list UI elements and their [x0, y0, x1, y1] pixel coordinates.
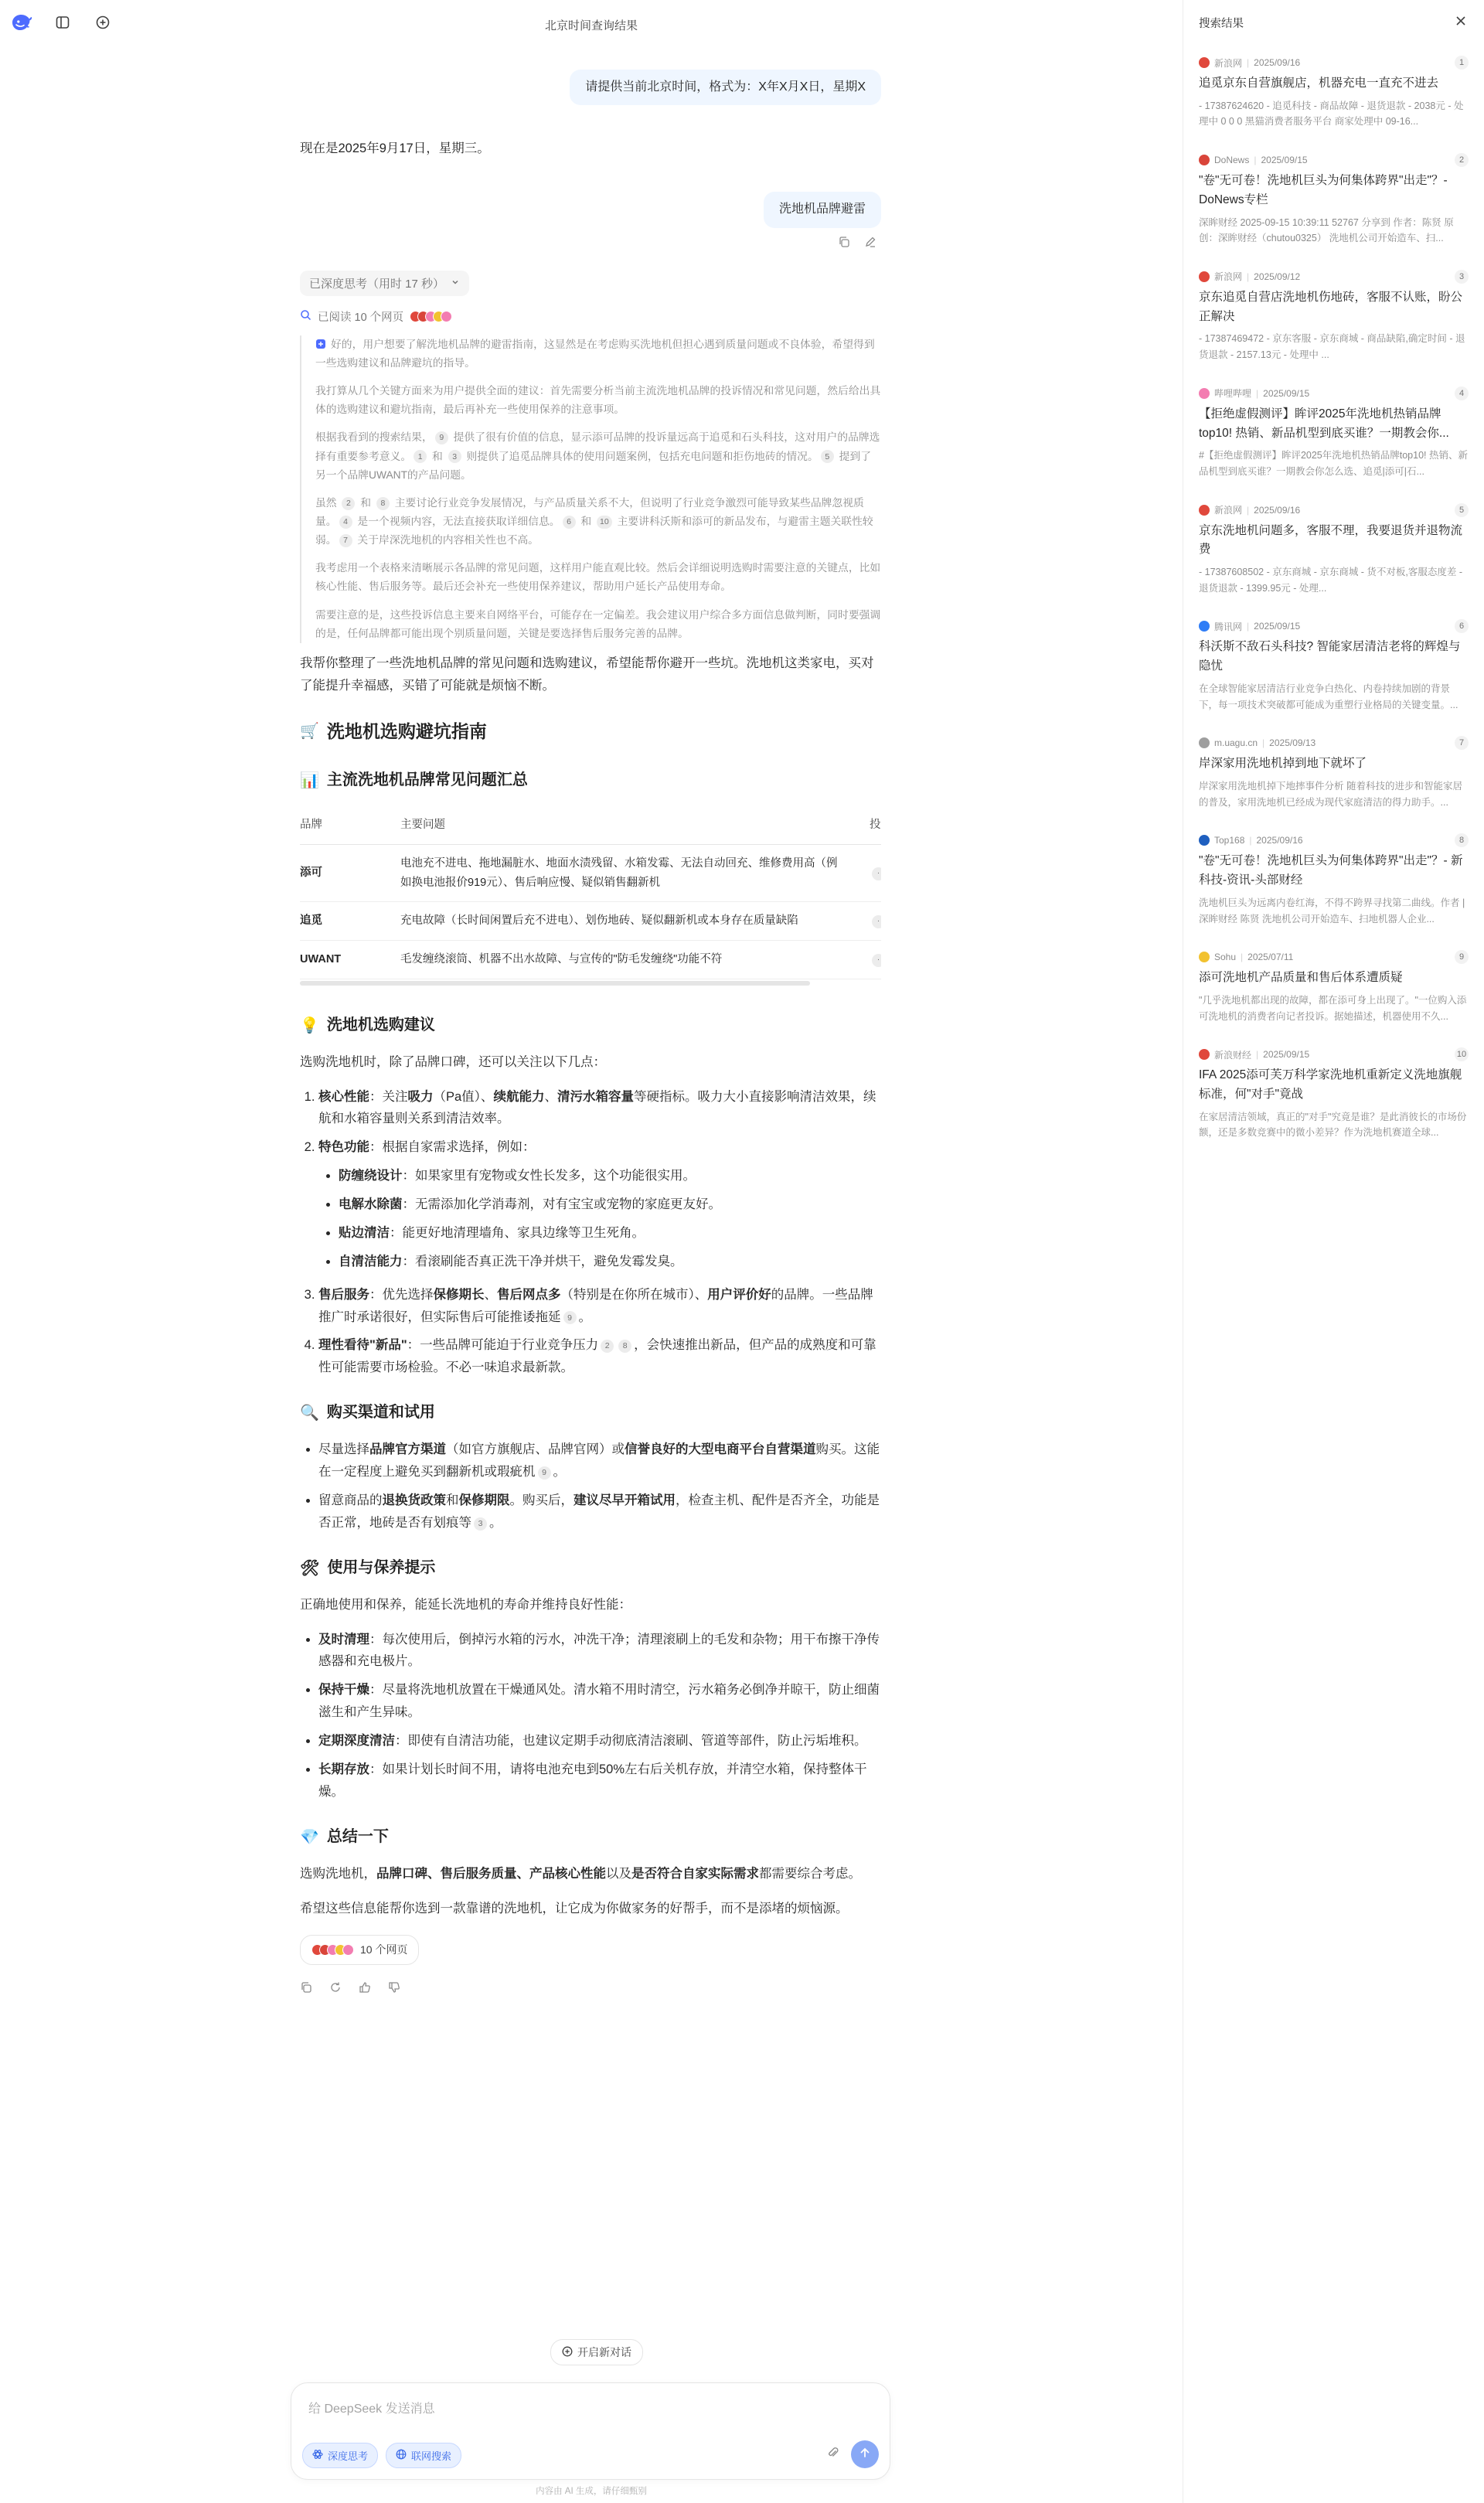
- list-item: • 电解水除菌：无需添加化学消毒剂，对有宝宝或宠物的家庭更友好。: [339, 1194, 881, 1216]
- favicon-icon: [1199, 155, 1210, 165]
- thinking-text: 主要讲科沃斯和添可的新品发布，与避雷主题关联性较弱。: [315, 515, 873, 547]
- search-result-item[interactable]: [1199, 492, 1469, 609]
- table-cell-problems: 充电故障（长时间闲置后充不进电）、划伤地砖、疑似翻新机或本身存在质量缺陷: [400, 902, 870, 941]
- table-scrollbar[interactable]: [300, 981, 810, 986]
- thinking-text: 虽然: [315, 496, 340, 509]
- result-snippet: 在全球智能家居清洁行业竞争白热化、内卷持续加剧的背景下，每一项技术突破都可能成为重塑行业格局的关键变量。...: [1199, 683, 1458, 710]
- thinking-text: 我考虑用一个表格来清晰展示各品牌的常见问题，这样用户能直观比较。然后会详细说明选购时需要注意的关键点，比如核心性能、售后服务等。最后还会补充一些使用保养建议，帮助用户延长产品使用寿命。: [315, 562, 881, 593]
- thinking-text: 和: [357, 496, 374, 509]
- advice-intro: 选购洗地机时，除了品牌口碑，还可以关注以下几点：: [300, 1054, 606, 1069]
- send-button[interactable]: [851, 2440, 879, 2468]
- favicon-icon: [441, 311, 452, 322]
- search-icon: [300, 309, 311, 324]
- citation-badge[interactable]: 2: [342, 497, 355, 510]
- result-title[interactable]: 添可洗地机产品质量和售后体系遭质疑: [1199, 971, 1403, 985]
- result-date: 2025/09/15: [1254, 621, 1301, 632]
- globe-icon: [396, 2449, 407, 2462]
- result-snippet: - 17387469472 - 京东客服 - 京东商城 - 商品缺陷,确定时间 - 退货退款 - 2157.13元 - 处理中 ...: [1199, 333, 1465, 361]
- panel-header: [1183, 0, 1484, 45]
- new-chat-label: 开启新对话: [577, 2346, 631, 2358]
- table-header: 品牌: [300, 806, 400, 845]
- citation-badge[interactable]: 4: [339, 516, 352, 529]
- result-snippet: 洗地机巨头为远离内卷红海，不得不跨界寻找第二曲线。作者 | 深眸财经 陈贤 洗地机公司开始造车、扫地机器人企业...: [1199, 897, 1465, 925]
- result-date: 2025/07/11: [1247, 952, 1294, 963]
- read-webpages-row[interactable]: [300, 308, 881, 325]
- list-item: • 长期存放：如果计划长时间不用，请将电池充电到50%左右后关机存放，并清空水箱，保持整体干燥。: [318, 1759, 881, 1803]
- panel-title: 搜索结果: [1199, 17, 1244, 30]
- thinking-text: 是一个视频内容，无法直接获取详细信息。: [354, 515, 560, 527]
- result-meta: [1199, 619, 1469, 633]
- source-favicons: [311, 1944, 354, 1956]
- answer-intro: 我帮你整理了一些洗地机品牌的常见问题和选购建议，希望能帮你避开一些坑。洗地机这类家电，买对了能提升幸福感，买错了可能就是烦恼不断。: [300, 656, 874, 693]
- result-date: 2025/09/15: [1261, 155, 1308, 166]
- citation-badge[interactable]: 6: [563, 516, 576, 529]
- meta-separator: |: [1256, 1049, 1259, 1061]
- answer-actions: [300, 1979, 881, 2001]
- table-row: [300, 902, 881, 941]
- result-meta: [1199, 1047, 1469, 1061]
- result-title[interactable]: 【拒绝虚假测评】眸评2025年洗地机热销品牌top10! 热销、新品机型到底买谁？一期教会你...: [1199, 407, 1449, 440]
- list-item: • 尽量选择品牌官方渠道（如官方旗舰店、品牌官网）或信誉良好的大型电商平台自营渠道购买。这能在一定程度上避免买到翻新机或瑕疵机 9 。: [318, 1439, 881, 1483]
- result-source: 新浪财经: [1214, 1049, 1252, 1061]
- result-date: 2025/09/16: [1254, 57, 1301, 68]
- result-index: 9: [1455, 950, 1469, 964]
- thinking-toggle[interactable]: [300, 271, 469, 296]
- result-source: 腾讯网: [1214, 621, 1243, 632]
- favicon-icon: [1199, 388, 1210, 399]
- copy-icon[interactable]: [838, 236, 850, 252]
- citation-badge[interactable]: 7: [339, 534, 352, 547]
- search-result-item[interactable]: [1199, 376, 1469, 492]
- user-message: [300, 70, 881, 105]
- result-snippet: 深眸财经 2025-09-15 10:39:11 52767 分享到 作者：陈贤 原创：深眸财经（chutou0325） 洗地机公司开始造车、扫...: [1199, 216, 1454, 244]
- citation-badge[interactable]: 9: [563, 1311, 577, 1324]
- citation-badge[interactable]: 1: [414, 450, 427, 463]
- result-index: 5: [1455, 503, 1469, 517]
- heading-guide: 🛒 洗地机选购避坑指南: [300, 716, 881, 747]
- meta-separator: |: [1247, 57, 1250, 68]
- result-source: 新浪网: [1214, 271, 1243, 283]
- table-row: [300, 845, 881, 902]
- result-date: 2025/09/16: [1254, 504, 1301, 516]
- result-title[interactable]: "卷"无可卷！洗地机巨头为何集体跨界"出走"？- 新科技-资讯-头部财经: [1199, 854, 1463, 887]
- disclaimer: 内容由 AI 生成，请仔细甄别: [536, 2487, 647, 2496]
- thinking-text: 和: [577, 515, 595, 527]
- favicon-icon: [1199, 952, 1210, 962]
- web-search-label: 联网搜索: [411, 2450, 452, 2462]
- close-icon[interactable]: [1455, 15, 1467, 31]
- thinking-paragraph: [315, 494, 881, 550]
- citation-badge[interactable]: 5: [821, 450, 834, 463]
- result-title[interactable]: 科沃斯不敌石头科技? 智能家居清洁老将的辉煌与隐忧: [1199, 640, 1461, 673]
- chart-icon: 📊: [300, 770, 319, 789]
- result-snippet: - 17387624620 - 追觅科技 - 商品故障 - 退货退款 - 2038元 - 处理中 0 0 0 黑猫消费者服务平台 商家处理中 09-16...: [1199, 100, 1464, 128]
- favicon-icon: [1199, 505, 1210, 516]
- thinking-content: [300, 335, 881, 643]
- heading-table: 📊 主流洗地机品牌常见问题汇总: [300, 767, 881, 794]
- favicon-icon: [1199, 835, 1210, 846]
- arrow-up-icon: [859, 2447, 871, 2463]
- search-result-item[interactable]: [1199, 822, 1469, 939]
- thinking-text: 需要注意的是，这些投诉信息主要来自网络平台，可能存在一定偏差。我会建议用户综合多方面信息做判断，同时要强调的是，任何品牌都可能出现个别质量问题，关键是要选择售后服务完善的品牌。: [315, 608, 881, 639]
- citation-badge[interactable]: ·: [872, 867, 881, 880]
- search-result-item[interactable]: [1199, 45, 1469, 142]
- user-message-text: 请提供当前北京时间，格式为：X年X月X日，星期X: [570, 70, 881, 105]
- result-source: 新浪网: [1214, 57, 1243, 69]
- thinking-text: 则提供了追觅品牌具体的使用问题案例，包括充电问题和拒伤地砖的情况。: [463, 450, 819, 462]
- result-source: 新浪网: [1214, 505, 1243, 516]
- result-source: Top168: [1214, 835, 1245, 846]
- list-item: 1. 核心性能：关注吸力（Pa值）、续航能力、清污水箱容量等硬指标。吸力大小直接影响清洁效果，续航和水箱容量则关系到清洁效率。: [318, 1086, 881, 1131]
- plus-circle-icon: [562, 2346, 573, 2359]
- result-index: 7: [1455, 736, 1469, 750]
- list-item: • 定期深度清洁：即使有自清洁功能，也建议定期手动彻底清洁滚刷、管道等部件，防止污垢堆积。: [318, 1730, 881, 1752]
- thinking-text: 主要讨论行业竞争发展情况，与产品质量关系不大，但说明了行业竞争激烈可能导致某些品牌忽视质量。: [315, 496, 864, 527]
- thinking-text: 根据我看到的搜索结果，: [315, 431, 433, 444]
- list-item: • 自清洁能力：看滚刷能否真正洗干净并烘干，避免发霉发臭。: [339, 1251, 881, 1273]
- thinking-text: 我打算从几个关键方面来为用户提供全面的建议：首先需要分析当前主流洗地机品牌的投诉情况和常见问题，然后给出具体的选购建议和避坑指南，最后再补充一些使用保养的注意事项。: [315, 385, 881, 416]
- search-result-item[interactable]: [1199, 259, 1469, 376]
- result-index: 2: [1455, 153, 1469, 167]
- citation-badge[interactable]: 8: [618, 1340, 631, 1353]
- result-meta: [1199, 153, 1469, 167]
- summary-text: 选购洗地机，品牌口碑、售后服务质量、产品核心性能以及是否符合自家实际需求都需要综合考虑。: [300, 1866, 861, 1881]
- list-item: • 贴边清洁：能更好地清理墙角、家具边缘等卫生死角。: [339, 1222, 881, 1245]
- citation-badge[interactable]: 3: [474, 1517, 487, 1531]
- table-header: 投: [870, 806, 881, 845]
- favicon-icon: [342, 1944, 354, 1956]
- favicon-icon: [1199, 57, 1210, 68]
- result-index: 10: [1455, 1047, 1469, 1061]
- read-count: 已阅读 10 个网页: [318, 311, 404, 324]
- result-title[interactable]: 京东追觅自营店洗地机伤地砖，客服不认账，盼公正解决: [1199, 290, 1463, 323]
- references-button[interactable]: [300, 1935, 419, 1965]
- meta-separator: |: [1247, 621, 1250, 632]
- list-item: 2. 特色功能：根据自家需求选择，例如： • 防缠绕设计：如果家里有宠物或女性长发多，这个功能很实用。 • 电解水除菌：无需添加化学消毒剂，对有宝宝或宠物的家庭更友好。 • 贴边清洁：能更好地清理墙角、家具边缘等卫生死角。 • 自清洁能力：看滚刷能否真正洗干净并烘干，避免发霉发臭。: [318, 1136, 881, 1272]
- deep-think-label: 深度思考: [328, 2450, 369, 2462]
- thinking-paragraph: [315, 428, 881, 484]
- regenerate-icon[interactable]: [329, 1979, 342, 2001]
- new-chat-button[interactable]: [550, 2339, 643, 2365]
- message-input[interactable]: 给 DeepSeek 发送消息: [308, 2403, 435, 2416]
- search-result-item[interactable]: [1199, 608, 1469, 725]
- result-meta: [1199, 833, 1469, 847]
- care-list: [300, 1629, 881, 1803]
- meta-separator: |: [1249, 835, 1252, 846]
- favicon-icon: [1199, 621, 1210, 632]
- result-index: 3: [1455, 270, 1469, 284]
- list-item: 3. 售后服务：优先选择保修期长、售后网点多（特别是在你所在城市）、用户评价好的品牌。一些品牌推广时承诺很好，但实际售后可能推诿拖延 9 。: [318, 1284, 881, 1329]
- table-cell-brand: UWANT: [300, 941, 400, 979]
- channel-list: [300, 1439, 881, 1534]
- feature-sublist: [318, 1165, 881, 1273]
- list-item: • 保持干燥：尽量将洗地机放置在干燥通风处。清水箱不用时清空，污水箱务必倒净并晾干，防止细菌滋生和产生异味。: [318, 1679, 881, 1724]
- favicon-icon: [1199, 737, 1210, 748]
- thinking-text: 提到了另一个品牌UWANT的产品问题。: [315, 450, 872, 481]
- thinking-paragraph: [315, 335, 881, 373]
- list-item: • 及时清理：每次使用后，倒掉污水箱的污水，冲洗干净；清理滚刷上的毛发和杂物；用干布擦干净传感器和充电极片。: [318, 1629, 881, 1674]
- result-title[interactable]: 京东洗地机问题多，客服不理，我要退货并退物流费: [1199, 523, 1463, 557]
- search-result-item[interactable]: [1199, 725, 1469, 822]
- result-title[interactable]: 岸深家用洗地机掉到地下就坏了: [1199, 757, 1367, 771]
- result-snippet: - 17387608502 - 京东商城 - 京东商城 - 货不对板,客服态度差 - 退货退款 - 1399.95元 - 处理...: [1199, 567, 1463, 594]
- result-meta: [1199, 503, 1469, 517]
- atom-icon: [312, 2449, 323, 2462]
- citation-badge[interactable]: 10: [597, 516, 612, 529]
- search-result-item[interactable]: [1199, 1037, 1469, 1153]
- cart-icon: 🛒: [300, 721, 319, 741]
- user-message: [300, 192, 881, 227]
- result-date: 2025/09/16: [1256, 835, 1303, 846]
- heading-channel: 🔍 购买渠道和试用: [300, 1399, 881, 1426]
- deep-think-toggle[interactable]: [302, 2443, 378, 2468]
- result-index: 1: [1455, 56, 1469, 70]
- search-results-panel: [1183, 0, 1484, 2503]
- deepseek-mini-icon: [315, 339, 331, 350]
- favicon-icon: [1199, 1049, 1210, 1060]
- thinking-paragraph: [315, 559, 881, 596]
- result-source: DoNews: [1214, 155, 1250, 166]
- message-composer: [291, 2382, 890, 2480]
- outro-text: 希望这些信息能帮你选到一款靠谱的洗地机，让它成为你做家务的好帮手，而不是添堵的烦恼源。: [300, 1901, 849, 1916]
- user-message-actions: [300, 236, 876, 252]
- thinking-text: 关于岸深洗地机的内容相关性也不高。: [354, 534, 539, 547]
- thinking-text: 好的，用户想要了解洗地机品牌的避雷指南，这显然是在考虑购买洗地机但担心遇到质量问题或不良体验，希望得到一些选购建议和品牌避坑的指导。: [315, 338, 875, 369]
- result-meta: [1199, 56, 1469, 70]
- table-cell-brand: 添可: [300, 845, 400, 902]
- thinking-paragraph: [315, 606, 881, 643]
- list-item: • 防缠绕设计：如果家里有宠物或女性长发多，这个功能很实用。: [339, 1165, 881, 1187]
- result-index: 4: [1455, 387, 1469, 400]
- search-results-list: [1183, 45, 1484, 1153]
- citation-badge[interactable]: 3: [448, 450, 461, 463]
- composer-options: [302, 2443, 461, 2468]
- citation-badge[interactable]: ·: [872, 954, 881, 967]
- search-result-item[interactable]: [1199, 939, 1469, 1037]
- meta-separator: |: [1247, 504, 1250, 516]
- result-date: 2025/09/15: [1263, 1049, 1310, 1061]
- references-label: 10 个网页: [360, 1943, 408, 1956]
- citation-badge[interactable]: 9: [538, 1466, 551, 1480]
- favicon-icon: [1199, 271, 1210, 282]
- result-date: 2025/09/12: [1254, 271, 1301, 282]
- result-meta: [1199, 270, 1469, 284]
- thinking-paragraph: [315, 382, 881, 419]
- care-intro: 正确地使用和保养，能延长洗地机的寿命并维持良好性能：: [300, 1597, 631, 1612]
- heading-care: 🛠 使用与保养提示: [300, 1555, 881, 1582]
- table-cell-problems: 毛发缠绕滚筒、机器不出水故障、与宣传的"防毛发缠绕"功能不符: [400, 941, 870, 979]
- result-meta: [1199, 387, 1469, 400]
- result-date: 2025/09/13: [1269, 737, 1316, 749]
- result-index: 6: [1455, 619, 1469, 633]
- citation-badge[interactable]: ·: [872, 915, 881, 928]
- thumbs-down-icon[interactable]: [388, 1979, 400, 2001]
- table-cell-problems: 电池充不进电、拖地漏脏水、地面水渍残留、水箱发霉、无法自动回充、维修费用高（例如换电池报价919元）、售后响应慢、疑似销售翻新机: [400, 845, 870, 902]
- result-title[interactable]: "卷"无可卷！洗地机巨头为何集体跨界"出走"？- DoNews专栏: [1199, 174, 1448, 206]
- assistant-message: 现在是2025年9月17日，星期三。: [300, 141, 490, 156]
- thumbs-up-icon[interactable]: [359, 1979, 371, 2001]
- table-cell-brand: 追觅: [300, 902, 400, 941]
- thinking-text: 和: [429, 450, 446, 462]
- meta-separator: |: [1262, 737, 1265, 749]
- diamond-icon: 💎: [300, 1827, 319, 1846]
- result-date: 2025/09/15: [1263, 387, 1310, 399]
- brand-issue-table: [300, 806, 881, 986]
- chevron-down-icon: [451, 277, 460, 290]
- result-source: Sohu: [1214, 952, 1237, 963]
- copy-icon[interactable]: [300, 1979, 312, 2001]
- citation-badge[interactable]: 9: [435, 431, 448, 444]
- meta-separator: |: [1254, 155, 1257, 166]
- assistant-answer: [300, 652, 881, 2001]
- result-snippet: 岸深家用洗地机掉下地摔事件分析 随着科技的进步和智能家居的普及，家用洗地机已经成为现代家庭清洁的得力助手。...: [1199, 781, 1462, 808]
- thinking-header: 已深度思考（用时 17 秒）: [309, 277, 445, 291]
- table-header: 主要问题: [400, 806, 870, 845]
- result-snippet: 在家居清洁领域，真正的"对手"究竟是谁？是此消彼长的市场份额，还是多数竞赛中的微小差异？作为洗地机赛道全球...: [1199, 1111, 1467, 1139]
- heading-summary: 💎 总结一下: [300, 1824, 881, 1851]
- attach-icon[interactable]: [826, 2446, 840, 2464]
- result-source: m.uagu.cn: [1214, 737, 1258, 749]
- result-meta: [1199, 950, 1469, 964]
- web-search-toggle[interactable]: [386, 2443, 461, 2468]
- result-source: 哔哩哔哩: [1214, 388, 1252, 400]
- heading-advice: 💡 洗地机选购建议: [300, 1012, 881, 1039]
- citation-badge[interactable]: 2: [601, 1340, 614, 1353]
- result-snippet: #【拒绝虚假测评】眸评2025年洗地机热销品牌top10! 热销、新品机型到底买谁？一期教会你怎么选、追觅|添可|石...: [1199, 450, 1468, 477]
- source-favicons: [410, 311, 452, 322]
- thinking-text: 提供了很有价值的信息，显示添可品牌的投诉量远高于追觅和石头科技，这对用户的品牌选择有重要参考意义。: [315, 431, 880, 462]
- meta-separator: |: [1256, 387, 1259, 399]
- table-row: [300, 941, 881, 979]
- lightbulb-icon: 💡: [300, 1015, 319, 1034]
- result-index: 8: [1455, 833, 1469, 847]
- meta-separator: |: [1247, 271, 1250, 282]
- tools-icon: 🛠: [300, 1558, 320, 1577]
- result-title[interactable]: IFA 2025添可芙万科学家洗地机重新定义洗地旗舰标准，何"对手"竟战: [1199, 1068, 1462, 1101]
- result-meta: [1199, 736, 1469, 750]
- advice-list: [300, 1086, 881, 1380]
- user-message-text: 洗地机品牌避雷: [764, 192, 881, 227]
- result-snippet: "几乎洗地机都出现的故障，都在添可身上出现了。"一位购入添可洗地机的消费者向记者投诉。据她描述，机器使用不久...: [1199, 994, 1467, 1022]
- meta-separator: |: [1241, 952, 1244, 963]
- chat-title: 北京时间查询结果: [544, 19, 638, 32]
- magnifier-icon: 🔍: [300, 1403, 319, 1422]
- citation-badge[interactable]: 8: [376, 497, 390, 510]
- list-item: • 留意商品的退换货政策和保修期限。购买后，建议尽早开箱试用，检查主机、配件是否齐全，功能是否正常，地砖是否有划痕等 3 。: [318, 1490, 881, 1534]
- search-result-item[interactable]: [1199, 142, 1469, 259]
- edit-icon[interactable]: [864, 236, 876, 252]
- result-title[interactable]: 追觅京东自营旗舰店，机器充电一直充不进去: [1199, 77, 1439, 90]
- list-item: 4. 理性看待"新品"：一些品牌可能迫于行业竞争压力 2 8 ，会快速推出新品，但产品的成熟度和可靠性可能需要市场检验。不必一味追求最新款。: [318, 1334, 881, 1379]
- chat-thread: [300, 70, 881, 2001]
